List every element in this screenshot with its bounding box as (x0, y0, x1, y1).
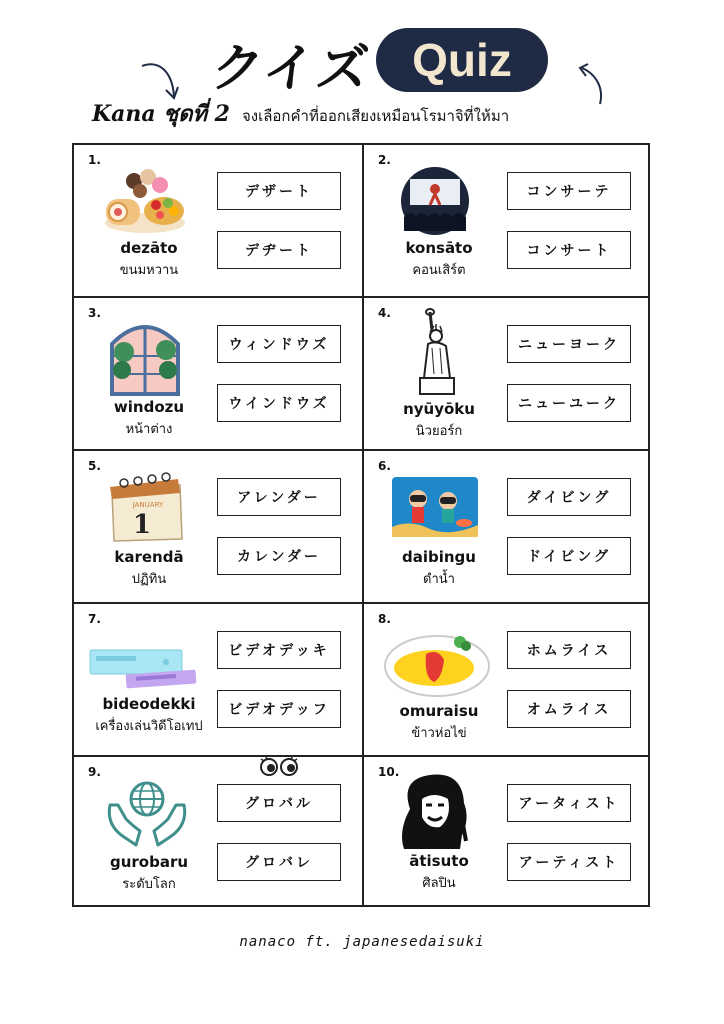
thai-meaning: ศิลปิน (422, 876, 456, 891)
thai-meaning: คอนเสิร์ต (412, 263, 466, 278)
answer-option[interactable]: コンサーテ (507, 172, 631, 210)
answer-option[interactable]: ホムライス (507, 631, 631, 669)
romaji: windozu (113, 398, 185, 416)
answer-option[interactable]: コンサート (507, 231, 631, 269)
answer-option[interactable]: ウィンドウズ (217, 325, 341, 363)
answer-option[interactable]: ビデオデッフ (217, 690, 341, 728)
romaji: dezāto (120, 239, 178, 257)
question-card (74, 604, 362, 756)
calendar-month: JANUARY (132, 501, 164, 509)
answer-option[interactable]: アーティスト (507, 843, 631, 881)
question-number: 3. (88, 306, 101, 320)
thai-meaning: นิวยอร์ก (415, 424, 463, 439)
title-quiz: Quiz (412, 34, 512, 86)
answer-option[interactable]: アータィスト (507, 784, 631, 822)
romaji: omuraisu (399, 702, 479, 720)
diving-icon (390, 471, 480, 543)
romaji: karendā (114, 548, 184, 566)
question-number: 5. (88, 459, 101, 473)
globe-hands-icon (102, 775, 192, 851)
statue-of-liberty-icon (390, 308, 480, 398)
answer-option[interactable]: ドイビング (507, 537, 631, 575)
footer-credit: nanaco ft. japanesedaisuki (239, 934, 485, 950)
desserts-icon (100, 165, 190, 237)
title-quiz-pill (376, 28, 548, 92)
thai-meaning: ดำน้ำ (423, 572, 455, 587)
thai-meaning: ปฏิทิน (131, 572, 167, 587)
answer-option[interactable]: デザート (217, 172, 341, 210)
answer-option[interactable]: グロバレ (217, 843, 341, 881)
question-number: 6. (378, 459, 391, 473)
question-card (364, 451, 652, 603)
romaji: konsāto (405, 239, 473, 257)
title-japanese: クイズ (208, 39, 374, 99)
question-card (364, 145, 652, 297)
question-number: 7. (88, 612, 101, 626)
question-number: 1. (88, 153, 101, 167)
concert-icon (390, 165, 480, 237)
instruction: จงเลือกคำที่ออกเสียงเหมือนโรมาจิที่ให้มา (241, 107, 510, 125)
answer-option[interactable]: ニューヨーク (507, 325, 631, 363)
thai-meaning: ระดับโลก (122, 877, 176, 892)
subtitle (92, 96, 509, 131)
romaji: bideodekki (102, 695, 196, 713)
romaji: daibingu (402, 548, 476, 566)
omurice-icon (382, 624, 492, 700)
answer-option[interactable]: ウインドウズ (217, 384, 341, 422)
question-number: 10. (378, 765, 400, 779)
romaji: nyūyōku (403, 400, 475, 418)
question-card (364, 298, 652, 450)
quiz-grid (72, 143, 650, 907)
answer-option[interactable]: ニューユーク (507, 384, 631, 422)
answer-option[interactable]: ビデオデッキ (217, 631, 341, 669)
answer-option[interactable]: アレンダー (217, 478, 341, 516)
romaji: gurobaru (109, 853, 189, 871)
question-number: 8. (378, 612, 391, 626)
video-deck-icon (86, 640, 206, 700)
question-card (364, 604, 652, 756)
calendar-day: 1 (132, 510, 152, 540)
answer-option[interactable]: カレンダー (217, 537, 341, 575)
question-number: 4. (378, 306, 391, 320)
answer-option[interactable]: オムライス (507, 690, 631, 728)
calendar-icon (100, 471, 190, 543)
answer-option[interactable]: ダイビング (507, 478, 631, 516)
question-card (74, 145, 362, 297)
question-card (74, 451, 362, 603)
question-number: 2. (378, 153, 391, 167)
question-card (74, 298, 362, 450)
artist-portrait-icon (390, 769, 480, 849)
curved-arrow-right-icon (574, 62, 610, 108)
answer-option[interactable]: デヂート (217, 231, 341, 269)
thai-meaning: ข้าวห่อไข่ (411, 726, 467, 741)
question-number: 9. (88, 765, 101, 779)
set-label: Kana ชุดที่ 2 (92, 101, 230, 127)
romaji: ātisuto (409, 852, 469, 870)
question-card (364, 757, 652, 909)
thai-meaning: เครื่องเล่นวิดีโอเทป (95, 719, 203, 734)
answer-option[interactable]: グロバル (217, 784, 341, 822)
window-icon (100, 316, 190, 396)
eyes-icon (258, 756, 300, 776)
thai-meaning: ขนมหวาน (119, 263, 179, 278)
question-card (74, 757, 362, 909)
thai-meaning: หน้าต่าง (125, 422, 173, 437)
